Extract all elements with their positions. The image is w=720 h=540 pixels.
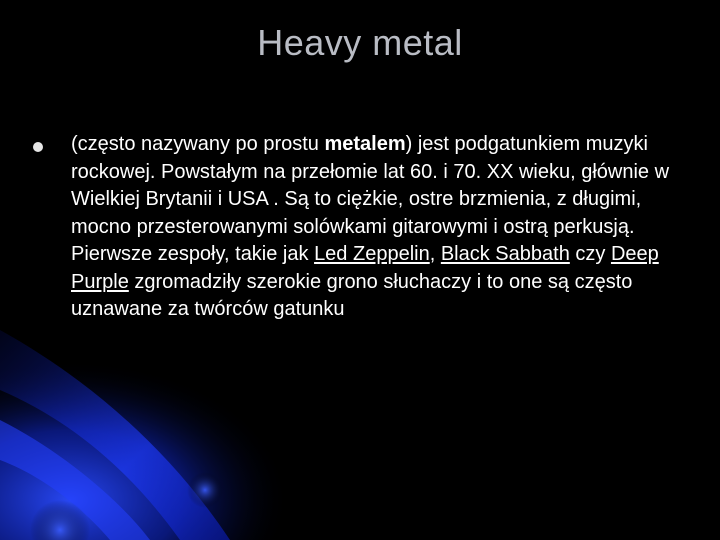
slide-title: Heavy metal [257, 22, 463, 63]
text-segment: czy [569, 243, 611, 265]
link-deep-purple[interactable]: Deep Purple [71, 243, 659, 293]
bullet-paragraph [71, 131, 683, 324]
bullet-icon [33, 142, 43, 152]
glow-dot [187, 472, 223, 508]
text-segment: zgromadziły szerokie grono słuchaczy i to one są często uznawane za twórców gatunku [71, 270, 633, 320]
link-black-sabbath[interactable]: Black Sabbath [440, 243, 570, 265]
bold-term: metalem [324, 133, 406, 155]
text-segment: , [429, 243, 441, 265]
text-segment: ) jest podgatunkiem muzyki rockowej. Powstałym na przełomie lat 60. i 70. XX wieku, głównie w Wielkiej Brytanii i USA . Są to ciężkie, ostre brzmienia, z długimi, mocno przesterowanymi solówkami gitarowymi i ostrą perkusją. Pierwsze zespoły, takie jak [71, 133, 670, 265]
text-segment: (często nazywany po prostu [71, 133, 325, 155]
link-led-zeppelin[interactable]: Led Zeppelin [314, 243, 430, 265]
